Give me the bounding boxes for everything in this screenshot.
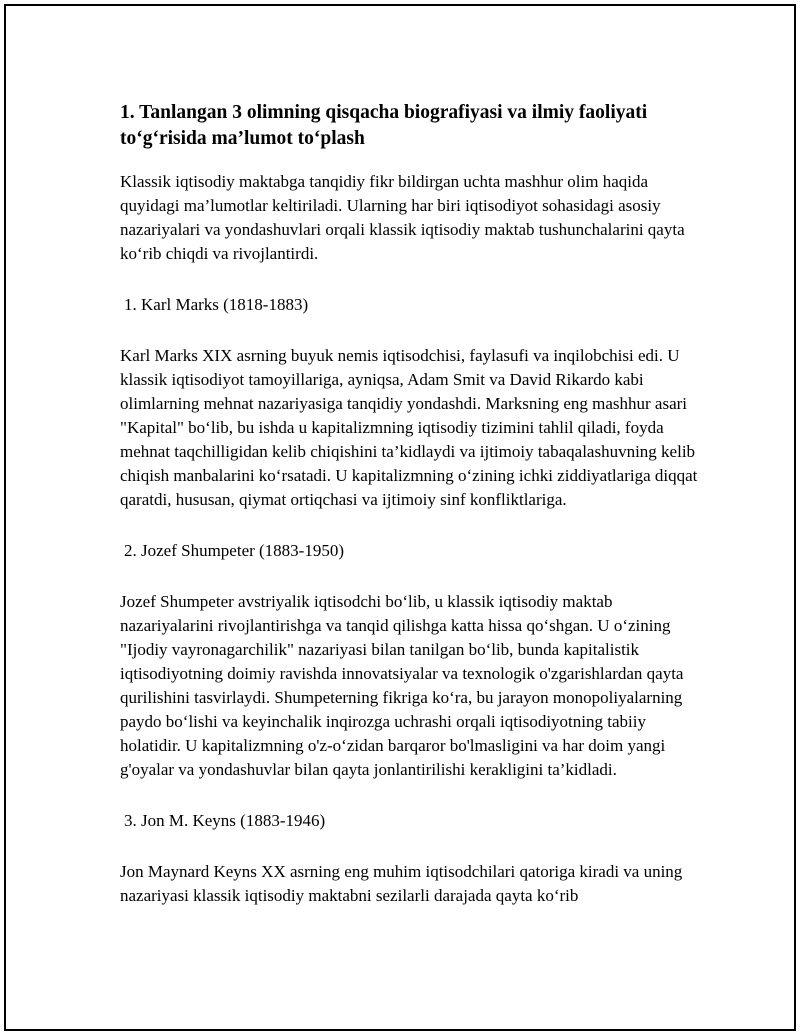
section-text-keyns: Jon Maynard Keyns XX asrning eng muhim iqtisodchilari qatoriga kiradi va uning nazariyasi klassik iqtisodiy maktabni sezilarli darajada qayta ko‘rib: [120, 862, 683, 905]
section-text-shumpeter: Jozef Shumpeter avstriyalik iqtisodchi bo‘lib, u klassik iqtisodiy maktab nazariyalarini rivojlantirishga va tanqid qilishga katta hissa qo‘shgan. U o‘zining "Ijodiy vayronagarchilik" nazariyasi bilan tanilgan bo‘lib, bunda kapitalistik iqtisodiyotning doimiy ravishda innovatsiyalar va texnologik o'zgarishlardan qayta qurilishini tasvirlaydi. Shumpeterning fikriga ko‘ra, bu jarayon monopoliyalarning paydo bo‘lishi va keyinchalik inqirozga uchrashi orqali iqtisodiyotning tabiiy holatidir. U kapitalizmning o'z-o‘zidan barqaror bo'lmasligini va har doim yangi g'oyalar va yondashuvlar bilan qayta jonlantirilishi kerakligini ta’kidladi.: [120, 592, 684, 779]
intro-paragraph: Klassik iqtisodiy maktabga tanqidiy fikr bildirgan uchta mashhur olim haqida quyidagi ma’lumotlar keltiriladi. Ularning har biri iqtisodiyot sohasidagi asosiy nazariyalari va yondashuvlari orqali klassik iqtisodiy maktab tushunchalarini qayta ko‘rib chiqdi va rivojlantirdi.: [120, 172, 685, 263]
section-heading-keyns: 3. Jon M. Keyns (1883-1946): [124, 811, 326, 830]
document-body: [120, 100, 700, 908]
page-frame: [4, 4, 796, 1031]
section-heading-shumpeter: 2. Jozef Shumpeter (1883-1950): [124, 541, 345, 560]
section-heading-marks: 1. Karl Marks (1818-1883): [124, 295, 309, 314]
section-text-marks: Karl Marks XIX asrning buyuk nemis iqtisodchisi, faylasufi va inqilobchisi edi. U klassik iqtisodiyot tamoyillariga, ayniqsa, Adam Smit va David Rikardo kabi olimlarning mehnat nazariyasiga tanqidiy yondashdi. Marksning eng mashhur asari "Kapital" bo‘lib, bu ishda u kapitalizmning iqtisodiy tizimini tahlil qiladi, foyda mehnat taqchilligidan kelib chiqishini ta’kidlaydi va ijtimoiy tabaqalashuvning kelib chiqish manbalarini ko‘rsatadi. U kapitalizmning o‘zining ichki ziddiyatlariga diqqat qaratdi, hususan, qiymat ortiqchasi va ijtimoiy sinf konfliktlariga.: [120, 346, 698, 509]
document-title: 1. Tanlangan 3 olimning qisqacha biografiyasi va ilmiy faoliyati to‘g‘risida ma’lumot to‘plash: [120, 102, 648, 149]
